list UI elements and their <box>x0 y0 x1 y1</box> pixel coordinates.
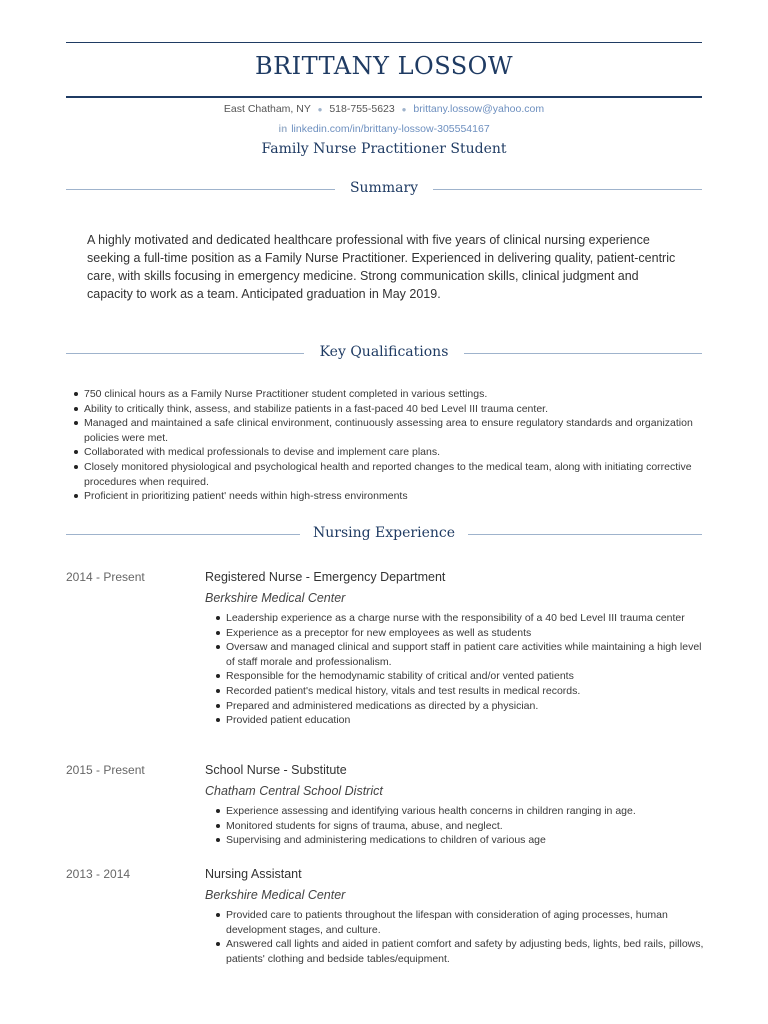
list-item: Monitored students for signs of trauma, abuse, and neglect. <box>214 819 704 834</box>
name-underline <box>66 96 702 98</box>
job-dates: 2014 - Present <box>66 570 145 584</box>
summary-heading <box>66 180 702 200</box>
list-item: Managed and maintained a safe clinical environment, continuously assessing area to ensure regulatory standards and organization policies were met. <box>72 416 702 445</box>
list-item: Leadership experience as a charge nurse with the responsibility of a 40 bed Level III trauma center <box>214 611 704 626</box>
linkedin-icon: in <box>278 124 288 135</box>
list-item: Responsible for the hemodynamic stability of critical and/or vented patients <box>214 669 704 684</box>
list-item: 750 clinical hours as a Family Nurse Practitioner student completed in various settings. <box>72 387 702 402</box>
heading-rule <box>464 353 702 354</box>
separator-dot-icon: ● <box>401 105 407 114</box>
job-dates: 2013 - 2014 <box>66 867 131 881</box>
qualifications-list <box>72 387 702 504</box>
job-organization: Chatham Central School District <box>205 784 383 798</box>
list-item: Proficient in prioritizing patient' needs within high-stress environments <box>72 489 702 504</box>
candidate-name: BRITTANY LOSSOW <box>254 52 514 80</box>
job-role: School Nurse - Substitute <box>205 763 347 777</box>
experience-heading <box>66 525 702 545</box>
list-item: Prepared and administered medications as directed by a physician. <box>214 699 704 714</box>
linkedin-line <box>0 123 768 135</box>
job-bullets <box>214 611 704 728</box>
list-item: Provided care to patients throughout the lifespan with consideration of aging processes, human development stages, and culture. <box>214 908 704 937</box>
list-item: Oversaw and managed clinical and support staff in patient care activities while maintaining a high level of staff morale and professionalism. <box>214 640 704 669</box>
experience-heading-text: Nursing Experience <box>312 525 455 541</box>
separator-dot-icon: ● <box>317 105 323 114</box>
professional-title: Family Nurse Practitioner Student <box>261 141 507 157</box>
list-item: Ability to critically think, assess, and stabilize patients in a fast-paced 40 bed Level III trauma center. <box>72 402 702 417</box>
job-bullets <box>214 908 704 966</box>
summary-text: A highly motivated and dedicated healthcare professional with five years of clinical nursing experience seeking a full-time position as a Family Nurse Practitioner. Experienced in delivering quality, patient-centric care, with skills focusing in emergency medicine. Strong communication skills, clinical judgment and capacity to work as a team. Anticipated graduation in May 2019. <box>87 233 676 301</box>
qualifications-heading <box>66 344 702 364</box>
list-item: Answered call lights and aided in patient comfort and safety by adjusting beds, lights, bed rails, pillows, patients' clothing and bedside tables/equipment. <box>214 937 704 966</box>
email-link[interactable]: brittany.lossow@yahoo.com <box>413 103 545 115</box>
list-item: Recorded patient's medical history, vitals and test results in medical records. <box>214 684 704 699</box>
heading-rule <box>468 534 702 535</box>
list-item: Collaborated with medical professionals to devise and implement care plans. <box>72 445 702 460</box>
contact-line <box>0 103 768 115</box>
list-item: Supervising and administering medications to children of various age <box>214 833 704 848</box>
summary-heading-text: Summary <box>349 180 419 196</box>
job-organization: Berkshire Medical Center <box>205 591 346 605</box>
job-bullets <box>214 804 704 848</box>
job-organization: Berkshire Medical Center <box>205 888 346 902</box>
qualifications-heading-text: Key Qualifications <box>319 344 449 360</box>
job-dates: 2015 - Present <box>66 763 145 777</box>
phone[interactable]: 518-755-5623 <box>329 103 395 115</box>
list-item: Experience as a preceptor for new employees as well as students <box>214 626 704 641</box>
job-role: Registered Nurse - Emergency Department <box>205 570 446 584</box>
list-item: Provided patient education <box>214 713 704 728</box>
location: East Chatham, NY <box>223 103 311 115</box>
linkedin-link[interactable]: linkedin.com/in/brittany-lossow-305554167 <box>291 123 490 135</box>
job-role: Nursing Assistant <box>205 867 302 881</box>
top-rule <box>66 42 702 43</box>
list-item: Experience assessing and identifying various health concerns in children ranging in age. <box>214 804 704 819</box>
list-item: Closely monitored physiological and psychological health and reported changes to the medical team, along with initiating corrective procedures when required. <box>72 460 702 489</box>
heading-rule <box>433 189 702 190</box>
